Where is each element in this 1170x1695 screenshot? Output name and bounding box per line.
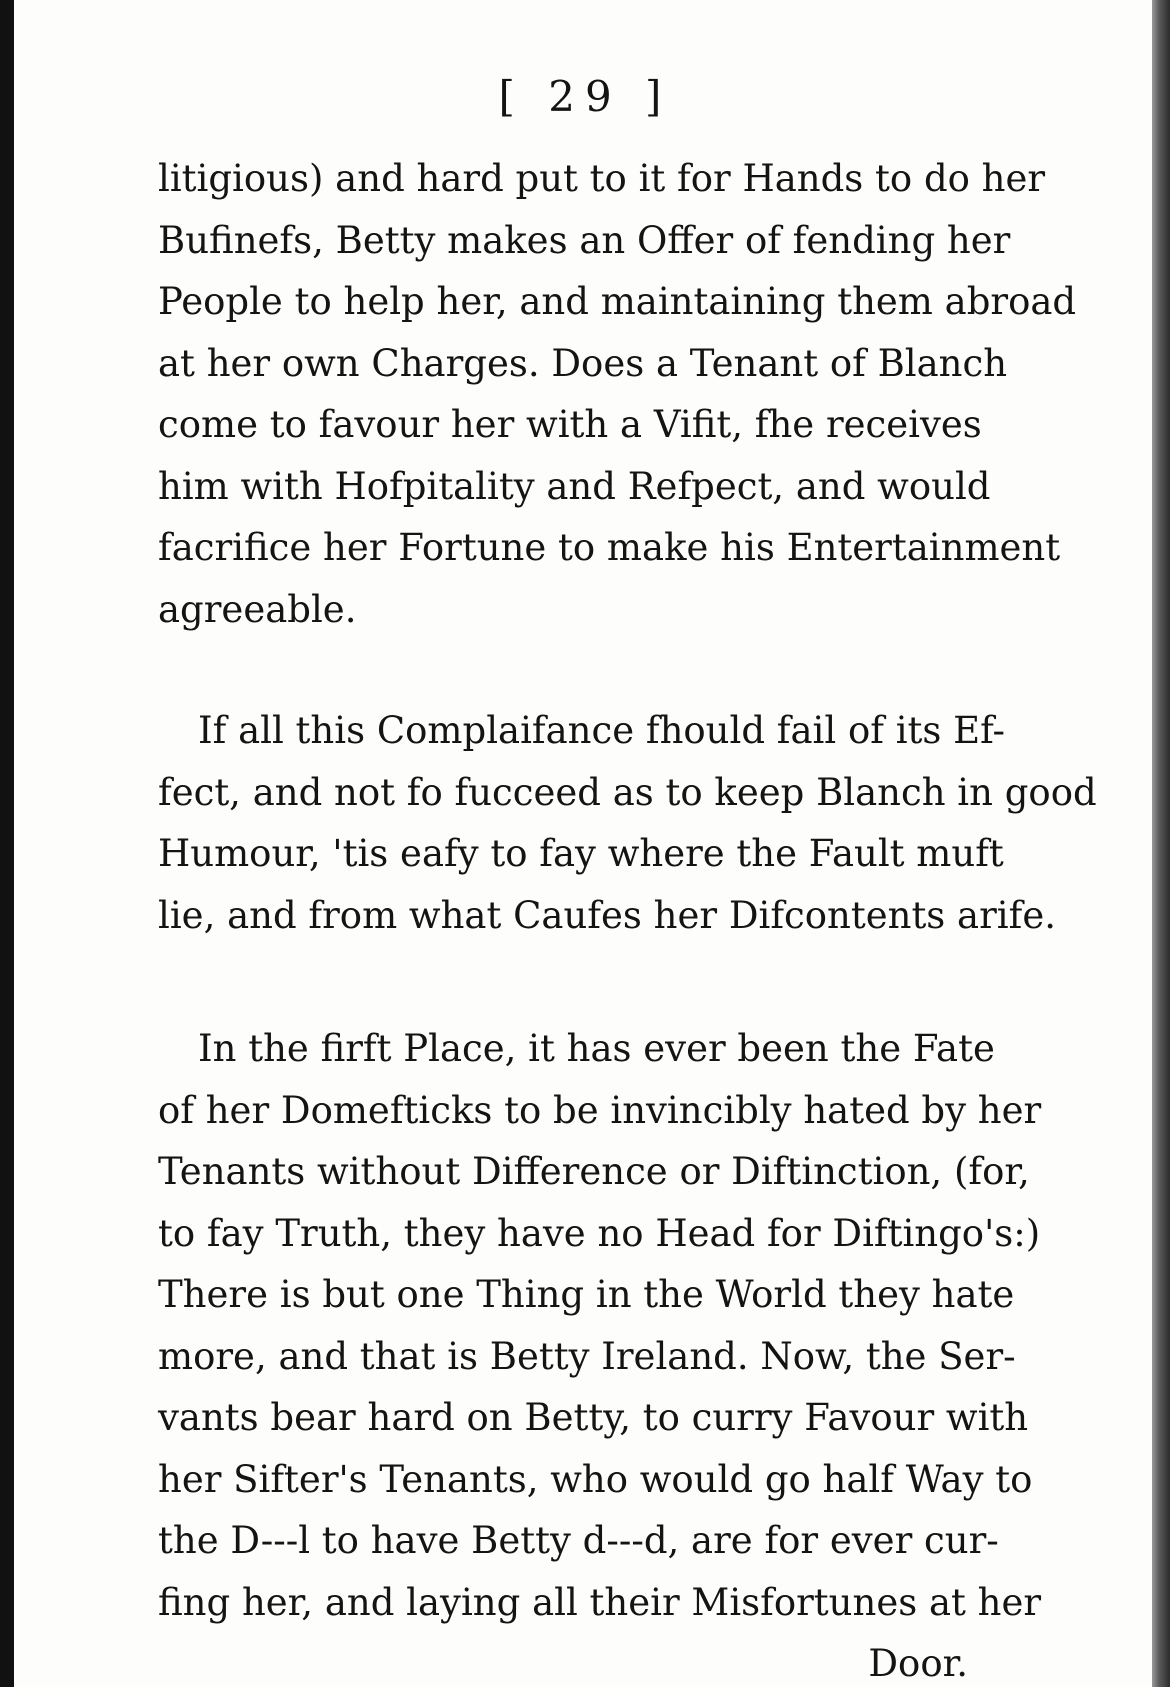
text-line: come to favour her with a Vifit, fhe receives xyxy=(158,403,982,446)
paragraph-1 xyxy=(158,148,1077,640)
text-line: There is but one Thing in the World they hate xyxy=(158,1273,1015,1316)
text-line: him with Hofpitality and Refpect, and would xyxy=(158,464,991,508)
text-line: Tenants without Difference or Diftinction, (for, xyxy=(158,1150,1030,1193)
text-line: People to help her, and maintaining them abroad xyxy=(158,280,1077,323)
text-line: agreeable. xyxy=(158,587,357,631)
text-line: her Sifter's Tenants, who would go half Way to xyxy=(158,1457,1033,1501)
text-line: fing her, and laying all their Misfortunes at her xyxy=(158,1580,1042,1624)
page-left-edge xyxy=(0,0,14,1687)
text-line: If all this Complaifance fhould fail of its Ef- xyxy=(198,709,1006,752)
text-line: facrifice her Fortune to make his Entertainment xyxy=(158,526,1061,569)
paragraph-2 xyxy=(158,700,1097,946)
text-line: Door. xyxy=(868,1642,968,1685)
text-line: fect, and not fo fucceed as to keep Blanch in good xyxy=(158,770,1097,814)
text-line: vants bear hard on Betty, to curry Favour with xyxy=(158,1396,1029,1439)
text-line: the D---l to have Betty d---d, are for ever cur- xyxy=(158,1519,999,1562)
paragraph-3 xyxy=(158,1018,1042,1695)
text-line: lie, and from what Caufes her Difcontents arife. xyxy=(158,893,1056,937)
text-line: Bufinefs, Betty makes an Offer of fending her xyxy=(158,218,1011,262)
text-line: at her own Charges. Does a Tenant of Blanch xyxy=(158,341,1008,385)
page-right-edge xyxy=(1152,0,1170,1687)
page-number: [ 29 ] xyxy=(498,72,672,121)
text-line: more, and that is Betty Ireland. Now, the Ser- xyxy=(158,1334,1016,1378)
text-line: Humour, 'tis eafy to fay where the Fault muft xyxy=(158,832,1004,875)
text-line: litigious) and hard put to it for Hands to do her xyxy=(158,157,1046,200)
text-line: to fay Truth, they have no Head for Diftingo's:) xyxy=(158,1211,1041,1255)
text-line: In the firft Place, it has ever been the Fate xyxy=(198,1027,995,1070)
text-line: of her Domefticks to be invincibly hated by her xyxy=(158,1088,1042,1132)
